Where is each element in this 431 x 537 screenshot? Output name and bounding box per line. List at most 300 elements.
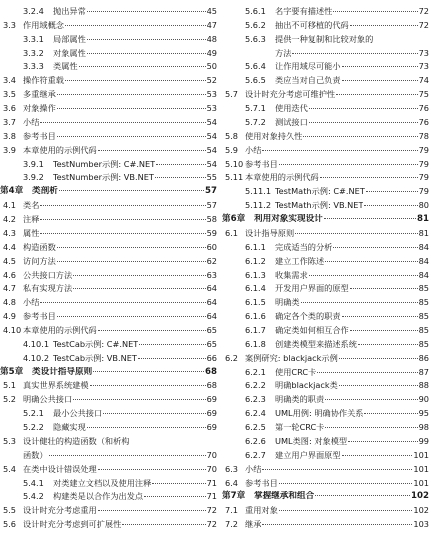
toc-entry[interactable] [3,200,217,211]
toc-entry[interactable] [245,436,429,447]
toc-entry[interactable] [23,422,217,433]
toc-leader-dots [40,302,205,303]
toc-leader-dots [325,261,417,262]
toc-entry[interactable] [225,519,429,530]
toc-leader-dots [57,247,206,248]
toc-entry-page: 73 [418,61,429,72]
toc-entry-number: 3.2.4 [23,6,44,16]
toc-entry[interactable] [222,214,429,225]
toc-entry-number: 3.3 [3,19,17,30]
toc-entry[interactable] [245,20,429,31]
toc-entry[interactable] [225,145,429,156]
toc-entry-title: 本章使用的示例代码 [23,144,97,155]
toc-leader-dots [98,330,206,331]
toc-entry-number: 5.4.1 [23,477,44,488]
toc-entry-number: 6.2 [225,352,239,363]
toc-entry-page: 64 [206,297,217,308]
toc-entry-number: 4.7 [3,283,17,294]
toc-entry-page: 60 [206,241,217,252]
toc-entry-number: 6.2.1 [245,366,266,377]
toc-leader-dots [103,413,205,414]
toc-entry[interactable] [245,394,429,405]
toc-leader-dots [342,455,413,456]
toc-entry-page: 50 [206,61,217,72]
toc-entry-title: TestNumber示例: VB.NET [53,172,154,183]
toc-entry-title: 使用对象持久性 [245,130,303,141]
toc-entry-title: 构建类是以合作为出发点 [53,491,144,502]
toc-entry[interactable] [245,75,429,86]
toc-entry-page: 76 [418,116,429,127]
toc-entry-page: 57 [205,186,217,197]
toc-leader-dots [333,11,417,12]
toc-leader-dots [40,219,205,220]
toc-entry-number: 6.1.8 [245,338,266,349]
toc-entry-number: 6.2.3 [245,394,266,405]
toc-entry-title: 参考书目 [23,311,56,322]
toc-entry[interactable] [3,519,217,530]
toc-entry[interactable] [3,283,217,294]
toc-entry-page: 80 [418,200,429,211]
toc-entry-number: 5.11.1 [245,186,272,197]
toc-entry[interactable] [245,103,429,114]
toc-entry-title: 公共接口方法 [23,269,73,280]
toc-entry-title: UML类图: 对象模型 [275,435,348,446]
toc-entry-title: 类名 [23,200,40,211]
toc-entry-number: 6.2.4 [245,408,266,419]
toc-entry-number: 4.8 [3,297,17,308]
toc-entry[interactable] [225,505,429,516]
toc-entry-number: 5.6.4 [245,61,266,72]
toc-entry-title: 最小公共接口 [53,408,103,419]
toc-entry[interactable] [23,491,217,502]
toc-entry-page: 65 [206,338,217,349]
toc-entry-title: 类应当对自己负责 [275,75,341,86]
toc-leader-dots [122,524,205,525]
toc-entry-title: 参考书目 [245,158,278,169]
toc-entry[interactable] [23,353,217,364]
toc-leader-dots [87,39,206,40]
toc-leader-dots [295,233,417,234]
toc-entry-page: 72 [206,505,217,516]
toc-entry-number: 4.1 [3,200,17,211]
toc-entry-page: 48 [206,33,217,44]
toc-entry-title: 类设计指导原则 [32,366,93,377]
toc-entry-title: 设计时充分考虑可维护性 [245,89,336,100]
toc-leader-dots [315,495,410,496]
toc-entry-title: 提供一种复制和比较对象的 [275,33,374,44]
toc-leader-dots [144,496,206,497]
toc-entry-page: 102 [411,491,429,502]
toc-leader-dots [57,261,206,262]
toc-entry-page: 54 [206,130,217,141]
toc-entry-title: 构造函数 [23,241,56,252]
toc-entry-title: 使用CRC卡 [275,366,317,377]
toc-entry-page: 70 [206,449,217,460]
toc-entry[interactable] [23,34,217,45]
toc-entry-page: 85 [418,324,429,335]
toc-entry[interactable] [225,228,429,239]
toc-entry-page: 85 [418,338,429,349]
toc-entry[interactable] [3,103,217,114]
toc-entry-number: 6.2.7 [245,449,266,460]
toc-entry-number: 6.1.4 [245,283,266,294]
toc-entry[interactable] [3,145,217,156]
toc-entry[interactable] [245,117,429,128]
toc-entry-page: 85 [418,311,429,322]
toc-entry-page: 79 [418,144,429,155]
toc-leader-dots [98,150,206,151]
toc-entry[interactable] [225,172,429,183]
toc-entry-title: 名字要有描述性 [275,6,333,16]
toc-leader-dots [350,25,418,26]
toc-entry[interactable] [3,380,217,391]
toc-leader-dots [309,108,418,109]
toc-entry-title: 明确公共接口 [23,394,73,405]
toc-entry[interactable] [3,436,217,447]
toc-entry[interactable] [3,394,217,405]
toc-entry-page: 54 [206,144,217,155]
toc-entry[interactable] [3,117,217,128]
toc-entry[interactable] [225,159,429,170]
toc-entry[interactable] [0,367,217,378]
toc-entry[interactable] [3,228,217,239]
toc-entry-page: 75 [418,89,429,100]
toc-entry-title: 测试接口 [275,116,308,127]
toc-entry[interactable] [245,34,429,45]
toc-entry[interactable] [245,408,429,419]
toc-entry-number: 3.7 [3,116,17,127]
toc-entry-page: 69 [206,422,217,433]
toc-entry-title: 小结 [245,144,262,155]
toc-entry[interactable] [3,75,217,86]
toc-entry-title: 明确blackjack类 [275,380,338,391]
toc-entry-title: 利用对象实现设计 [254,214,323,225]
toc-entry-page: 74 [418,75,429,86]
toc-entry-page: 62 [206,255,217,266]
toc-leader-dots [155,177,206,178]
toc-entry[interactable] [3,256,217,267]
toc-leader-dots [138,358,206,359]
toc-entry-title: 函数） [23,449,48,460]
toc-entry[interactable] [23,61,217,72]
toc-entry-title: 局部属性 [53,33,86,44]
toc-entry-number: 5.3 [3,435,17,446]
toc-leader-dots [325,427,417,428]
toc-leader-dots [40,122,205,123]
toc-entry-number: 4.2 [3,214,17,225]
toc-leader-dots [87,427,206,428]
toc-entry-title: 让作用域尽可能小 [275,61,341,72]
toc-entry-page: 71 [206,491,217,502]
toc-entry[interactable] [3,311,217,322]
toc-entry[interactable] [3,242,217,253]
toc-leader-dots [40,233,205,234]
toc-entry-number: 6.1.7 [245,324,266,335]
toc-leader-dots [342,316,418,317]
toc-entry-page: 52 [206,75,217,86]
toc-entry[interactable] [3,89,217,100]
toc-entry-page: 84 [418,241,429,252]
toc-entry-number: 4.10 [3,324,22,335]
toc-entry-title: 重用对象 [245,505,278,516]
toc-entry[interactable] [245,422,429,433]
toc-entry-number: 4.10.2 [23,352,50,363]
toc-entry[interactable] [23,172,217,183]
toc-entry-page: 86 [418,352,429,363]
toc-entry-number: 第6章 [222,214,246,225]
toc-entry-title: 本章使用的示例代码 [23,324,97,335]
toc-entry-number: 4.3 [3,227,17,238]
toc-entry-number: 5.6.2 [245,19,266,30]
toc-entry[interactable] [225,478,429,489]
toc-entry[interactable] [245,242,429,253]
toc-entry[interactable] [3,450,217,461]
toc-entry-number: 7.1 [225,505,239,516]
toc-entry-page: 54 [206,116,217,127]
toc-entry-title: 方法 [275,47,292,58]
toc-leader-dots [325,399,417,400]
toc-entry-number: 5.6 [3,519,17,530]
toc-entry-title: 隐藏实现 [53,422,86,433]
toc-entry-number: 5.4 [3,463,17,474]
toc-entry[interactable] [245,270,429,281]
toc-entry-page: 72 [206,519,217,530]
toc-entry-number: 6.2.6 [245,435,266,446]
toc-entry-page: 64 [206,311,217,322]
toc-entry-number: 第7章 [222,491,246,502]
toc-entry-title: 真实世界系统建模 [23,380,89,391]
toc-leader-dots [65,25,206,26]
toc-entry-number: 3.6 [3,103,17,114]
toc-entry[interactable] [3,325,217,336]
toc-entry[interactable] [3,505,217,516]
toc-leader-dots [309,122,418,123]
toc-entry[interactable] [245,6,429,17]
toc-entry-number: 5.7.2 [245,116,266,127]
toc-entry-title: TestCab示例: C#.NET [53,338,139,349]
toc-entry-page: 85 [418,297,429,308]
toc-entry[interactable] [23,48,217,59]
toc-leader-dots [339,358,418,359]
toc-leader-dots [49,455,206,456]
toc-entry[interactable] [23,6,217,17]
toc-leader-dots [309,275,418,276]
toc-entry-title: 类剖析 [32,186,58,197]
toc-leader-dots [350,288,418,289]
toc-entry-number: 3.9.2 [23,172,44,183]
toc-entry-number: 4.4 [3,241,17,252]
toc-leader-dots [342,80,418,81]
toc-leader-dots [40,205,205,206]
toc-entry[interactable] [23,408,217,419]
toc-entry[interactable] [23,339,217,350]
toc-entry[interactable] [3,214,217,225]
toc-entry-number: 5.2.2 [23,422,44,433]
toc-entry-number: 3.3.2 [23,47,44,58]
toc-entry[interactable] [3,131,217,142]
toc-entry-page: 81 [417,214,429,225]
toc-entry-page: 68 [205,366,217,377]
toc-entry-page: 87 [418,366,429,377]
toc-entry-title: 对类建立文档以及使用注释 [53,477,152,488]
toc-entry-title: 属性 [23,227,40,238]
toc-entry-page: 65 [206,324,217,335]
toc-entry-number: 第4章 [0,186,24,197]
toc-entry-title: 开发用户界面的原型 [275,283,349,294]
toc-entry-title: 小结 [23,297,40,308]
toc-entry-number: 3.4 [3,75,17,86]
toc-entry[interactable] [245,311,429,322]
toc-entry-number: 6.2.2 [245,380,266,391]
toc-leader-dots [87,11,206,12]
toc-entry[interactable] [225,89,429,100]
toc-entry-page: 84 [418,269,429,280]
toc-entry-number: 5.9 [225,144,239,155]
toc-leader-dots [73,399,205,400]
toc-entry-page: 45 [206,6,217,16]
toc-entry-page: 63 [206,269,217,280]
toc-entry-page: 59 [206,227,217,238]
toc-entry-page: 66 [206,352,217,363]
toc-entry-title: TestMath示例: VB.NET [275,200,364,211]
toc-entry-page: 53 [206,89,217,100]
toc-entry-title: 小结 [23,116,40,127]
toc-entry-page: 57 [206,200,217,211]
toc-entry-title: 作用域概念 [23,19,64,30]
toc-entry[interactable] [245,297,429,308]
toc-entry-title: 访问方法 [23,255,56,266]
toc-entry[interactable] [245,256,429,267]
toc-entry-title: 设计时充分考虑到可扩展性 [23,519,122,530]
toc-entry[interactable] [3,270,217,281]
toc-entry-number: 5.7.1 [245,103,266,114]
toc-leader-dots [358,344,418,345]
toc-entry-number: 3.8 [3,130,17,141]
toc-entry-number: 6.1.3 [245,269,266,280]
toc-entry-page: 55 [206,172,217,183]
toc-entry-number: 5.7 [225,89,239,100]
toc-leader-dots [65,80,206,81]
toc-entry-title: 使用迭代 [275,103,308,114]
toc-leader-dots [348,441,417,442]
toc-entry-number: 3.3.1 [23,33,44,44]
toc-entry[interactable] [245,61,429,72]
toc-entry[interactable] [245,367,429,378]
toc-entry[interactable] [222,491,429,502]
toc-entry-page: 99 [418,435,429,446]
toc-entry[interactable] [3,297,217,308]
toc-entry-title: 在类中设计错误处理 [23,463,97,474]
toc-entry-title: 确定各个类的职责 [275,311,341,322]
toc-entry[interactable] [245,450,429,461]
toc-leader-dots [303,136,417,137]
toc-entry[interactable] [23,159,217,170]
toc-leader-dots [59,190,204,191]
toc-entry-title: 设计时充分考虑重用 [23,505,97,516]
toc-entry-number: 6.1.6 [245,311,266,322]
toc-entry-number: 4.9 [3,311,17,322]
toc-entry[interactable] [245,48,429,59]
toc-entry-title: 明确类 [275,297,300,308]
toc-entry-title: 收集需求 [275,269,308,280]
toc-entry-number: 4.5 [3,255,17,266]
toc-leader-dots [139,344,205,345]
toc-entry-title: 继承 [245,519,262,530]
toc-entry-page: 69 [206,394,217,405]
toc-entry[interactable] [225,464,429,475]
toc-entry-number: 5.6.1 [245,6,266,16]
toc-entry[interactable] [245,186,429,197]
toc-entry-page: 98 [418,422,429,433]
toc-entry-title: 建立工作陈述 [275,255,325,266]
toc-entry-number: 6.1.5 [245,297,266,308]
toc-entry-title: 操作符重载 [23,75,64,86]
toc-entry[interactable] [245,200,429,211]
toc-leader-dots [262,524,412,525]
toc-entry-page: 90 [418,394,429,405]
toc-entry-page: 73 [418,47,429,58]
toc-leader-dots [279,510,413,511]
toc-entry[interactable] [225,353,429,364]
toc-entry[interactable] [245,325,429,336]
toc-leader-dots [90,385,206,386]
toc-entry-title: 多重继承 [23,89,56,100]
toc-entry-number: 5.1 [3,380,17,391]
toc-leader-dots [339,385,418,386]
toc-entry[interactable] [23,478,217,489]
toc-entry[interactable] [3,464,217,475]
toc-entry-number: 5.4.2 [23,491,44,502]
toc-entry-number: 5.2.1 [23,408,44,419]
toc-entry-page: 58 [206,214,217,225]
toc-leader-dots [156,164,205,165]
toc-entry[interactable] [3,20,217,31]
toc-entry-title: UML用例: 明确协作关系 [275,408,364,419]
toc-leader-dots [301,302,418,303]
toc-entry-title: 第一轮CRC卡 [275,422,325,433]
toc-entry-number: 3.3.3 [23,61,44,72]
toc-entry-page: 101 [413,449,429,460]
toc-entry[interactable] [245,380,429,391]
toc-entry-number: 5.6.5 [245,75,266,86]
toc-leader-dots [366,191,418,192]
toc-leader-dots [320,177,418,178]
toc-leader-dots [152,483,205,484]
toc-leader-dots [87,53,206,54]
toc-entry-number: 6.4 [225,477,239,488]
toc-leader-dots [57,94,206,95]
toc-entry-title: TestNumber示例: C#.NET [53,158,156,169]
toc-entry-number: 5.11 [225,172,244,183]
toc-entry-page: 78 [418,130,429,141]
toc-entry-title: 抽出不可移植的代码 [275,19,349,30]
toc-entry[interactable] [0,186,217,197]
toc-entry-number: 3.9.1 [23,158,44,169]
toc-entry-number: 6.1 [225,227,239,238]
toc-leader-dots [73,275,205,276]
toc-leader-dots [93,371,204,372]
toc-entry-page: 70 [206,463,217,474]
toc-entry[interactable] [245,283,429,294]
toc-entry-page: 102 [413,505,429,516]
toc-leader-dots [262,469,412,470]
toc-entry[interactable] [245,339,429,350]
toc-entry-page: 85 [418,283,429,294]
toc-entry-page: 49 [206,47,217,58]
toc-entry[interactable] [225,131,429,142]
toc-entry-page: 79 [418,172,429,183]
toc-entry-number: 4.10.1 [23,338,50,349]
